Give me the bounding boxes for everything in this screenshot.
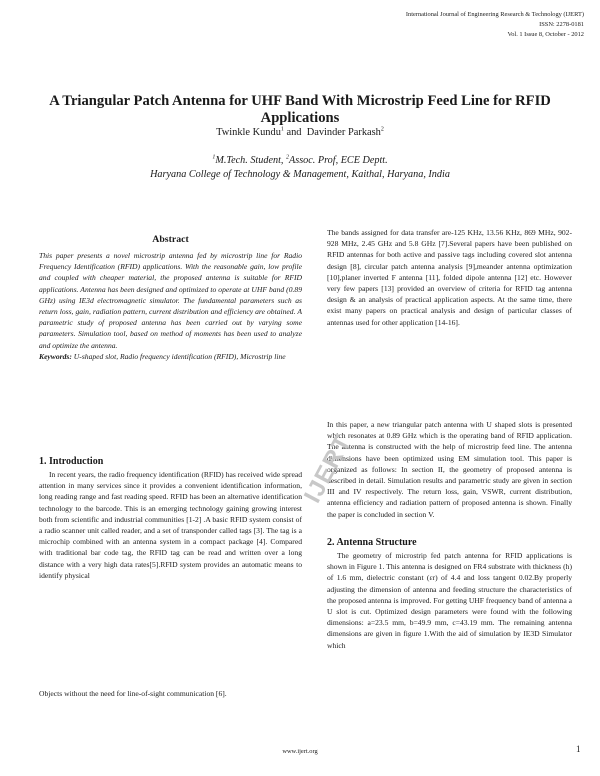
author-1: Twinkle Kundu (216, 127, 281, 138)
author-1-sup: 1 (280, 126, 284, 133)
antenna-structure-paragraph: The geometry of microstrip fed patch antenna for RFID applications is shown in Figure 1. This antenna is designed on FR4 substrate with thickness (h) of 1.6 mm, dielectric constant (εr) of 4.4 and loss tangent 0.02.By properly adjusting the dimension of antenna and feeding structure the characteristics of the proposed antenna is improved. For getting UHF frequency band of antenna a U slot is cut. Optimized design parameters were found with the following dimensions: a=23.5 mm, b=49.9 mm, c=43.19 mm. The remaining antenna dimensions are given in figure 1.With the aid of simulation by IE3D Simulator which (327, 551, 572, 650)
antenna-structure-body (327, 550, 572, 651)
journal-header (406, 10, 584, 40)
issn: ISSN: 2278-0181 (539, 21, 584, 28)
abstract-heading: Abstract (152, 234, 189, 245)
intro-heading: 1. Introduction (39, 456, 104, 467)
abstract-text: This paper presents a novel microstrip antenna fed by microstrip line for Radio Frequency Identification (RFID) applications. With the reasonable gain, low profile and coupled with cheaper material, the proposed antenna is suitable for RFID applications. Antenna has been designed and optimized to operate at UHF band (0.89 GHz) using IE3d electromagnetic simulator. The fundamental parameters such as return loss, gain, radiation pattern, current distribution and efficiency are obtained. A parametric study of proposed antenna has been carried out by varying some parameters. Simulation tool, based on method of moments has been used to analyze and optimize the antenna. (39, 251, 302, 350)
affil-sup-2: 2 (286, 154, 289, 161)
keywords (39, 351, 302, 362)
author-2-sup: 2 (380, 126, 384, 133)
intro-paragraph-2: Objects without the need for line-of-sight communication [6]. (39, 689, 227, 698)
author-and: and (283, 127, 305, 138)
affil-role-2: Assoc. Prof, ECE Deptt. (289, 155, 388, 166)
affiliation (0, 154, 600, 182)
affiliation-line-1 (0, 154, 600, 168)
abstract (39, 250, 302, 362)
paper-overview-paragraph: In this paper, a new triangular patch antenna with U shaped slots is presented which resonates at 0.89 GHz which is the operating band of RFID application. The antenna is constructed with the help of microstrip feed line. The antenna dimensions have been optimized using EM simulation tool. This paper is organized as follows: In section II, the geometry of proposed antenna is described in detail. Simulation results and parametric study are given in section III and IV respectively. The return loss, gain, VSWR, current distribution, antenna efficiency and radiation pattern of proposed antenna is shown. Finally the paper is concluded in section V. (327, 420, 572, 519)
paper-title: A Triangular Patch Antenna for UHF Band With Microstrip Feed Line for RFID Applications (49, 93, 551, 126)
intro-body (39, 469, 302, 581)
author-2: Davinder Parkash (306, 127, 381, 138)
right-column-paragraph-1 (327, 227, 572, 328)
keywords-label: Keywords: (39, 351, 72, 361)
journal-name: International Journal of Engineering Research & Technology (IJERT) (405, 11, 584, 18)
ijert-watermark: IJERT (299, 430, 358, 508)
right-column-paragraph-2 (327, 419, 572, 520)
volume-issue: Vol. 1 Issue 8, October - 2012 (507, 31, 584, 38)
antenna-structure-heading: 2. Antenna Structure (327, 537, 417, 548)
affil-role-1: M.Tech. Student, (215, 155, 286, 166)
affiliation-line-2: Haryana College of Technology & Management, Kaithal, Haryana, India (150, 169, 450, 180)
keywords-text: U-shaped slot, Radio frequency identification (RFID), Microstrip line (71, 351, 286, 361)
bands-paragraph: The bands assigned for data transfer are-125 KHz, 13.56 KHz, 869 MHz, 902-928 MHz, 2.45 GHz and 5.8 GHz [7].Several papers have been published on RFID antennas for both active and passive tags including covered slot antenna design [8], circular patch antenna analysis [9],meander antenna optimization [10],planer inverted F antenna [11], folded dipole antenna [12] etc. However very few papers [13] provided an overview of criteria for RFID tag antenna design & an analysis of practical application aspects. At the same time, there exist many papers on practical analysis and design of particular classes of antennas used for other application [14-16]. (327, 228, 572, 327)
intro-paragraph-1: In recent years, the radio frequency identification (RFID) has received wide spread attention in many services since it provides a convenient identification information, long reading range and fast reading speed. RFID has been an alternative identification technology to the barcode. This is an emerging technology gaining growing interest both from scientific and industrial communities [1-2] .A basic RFID system consist of a radio scanner unit called reader, and a set of transponder called tags [3]. The tag is a microchip combined with an antenna system in a compact package [4]. Compared with traditional bar code tag, the RFID tag can be read and written over a long distance with a very high data rates[5].RFID system provides an automatic means to identify physical (39, 470, 302, 580)
footer-url: www.ijert.org (282, 748, 318, 755)
affil-sup-1: 1 (212, 154, 216, 161)
authors (0, 127, 600, 138)
intro-continuation (39, 688, 302, 699)
page-number: 1 (576, 744, 581, 754)
